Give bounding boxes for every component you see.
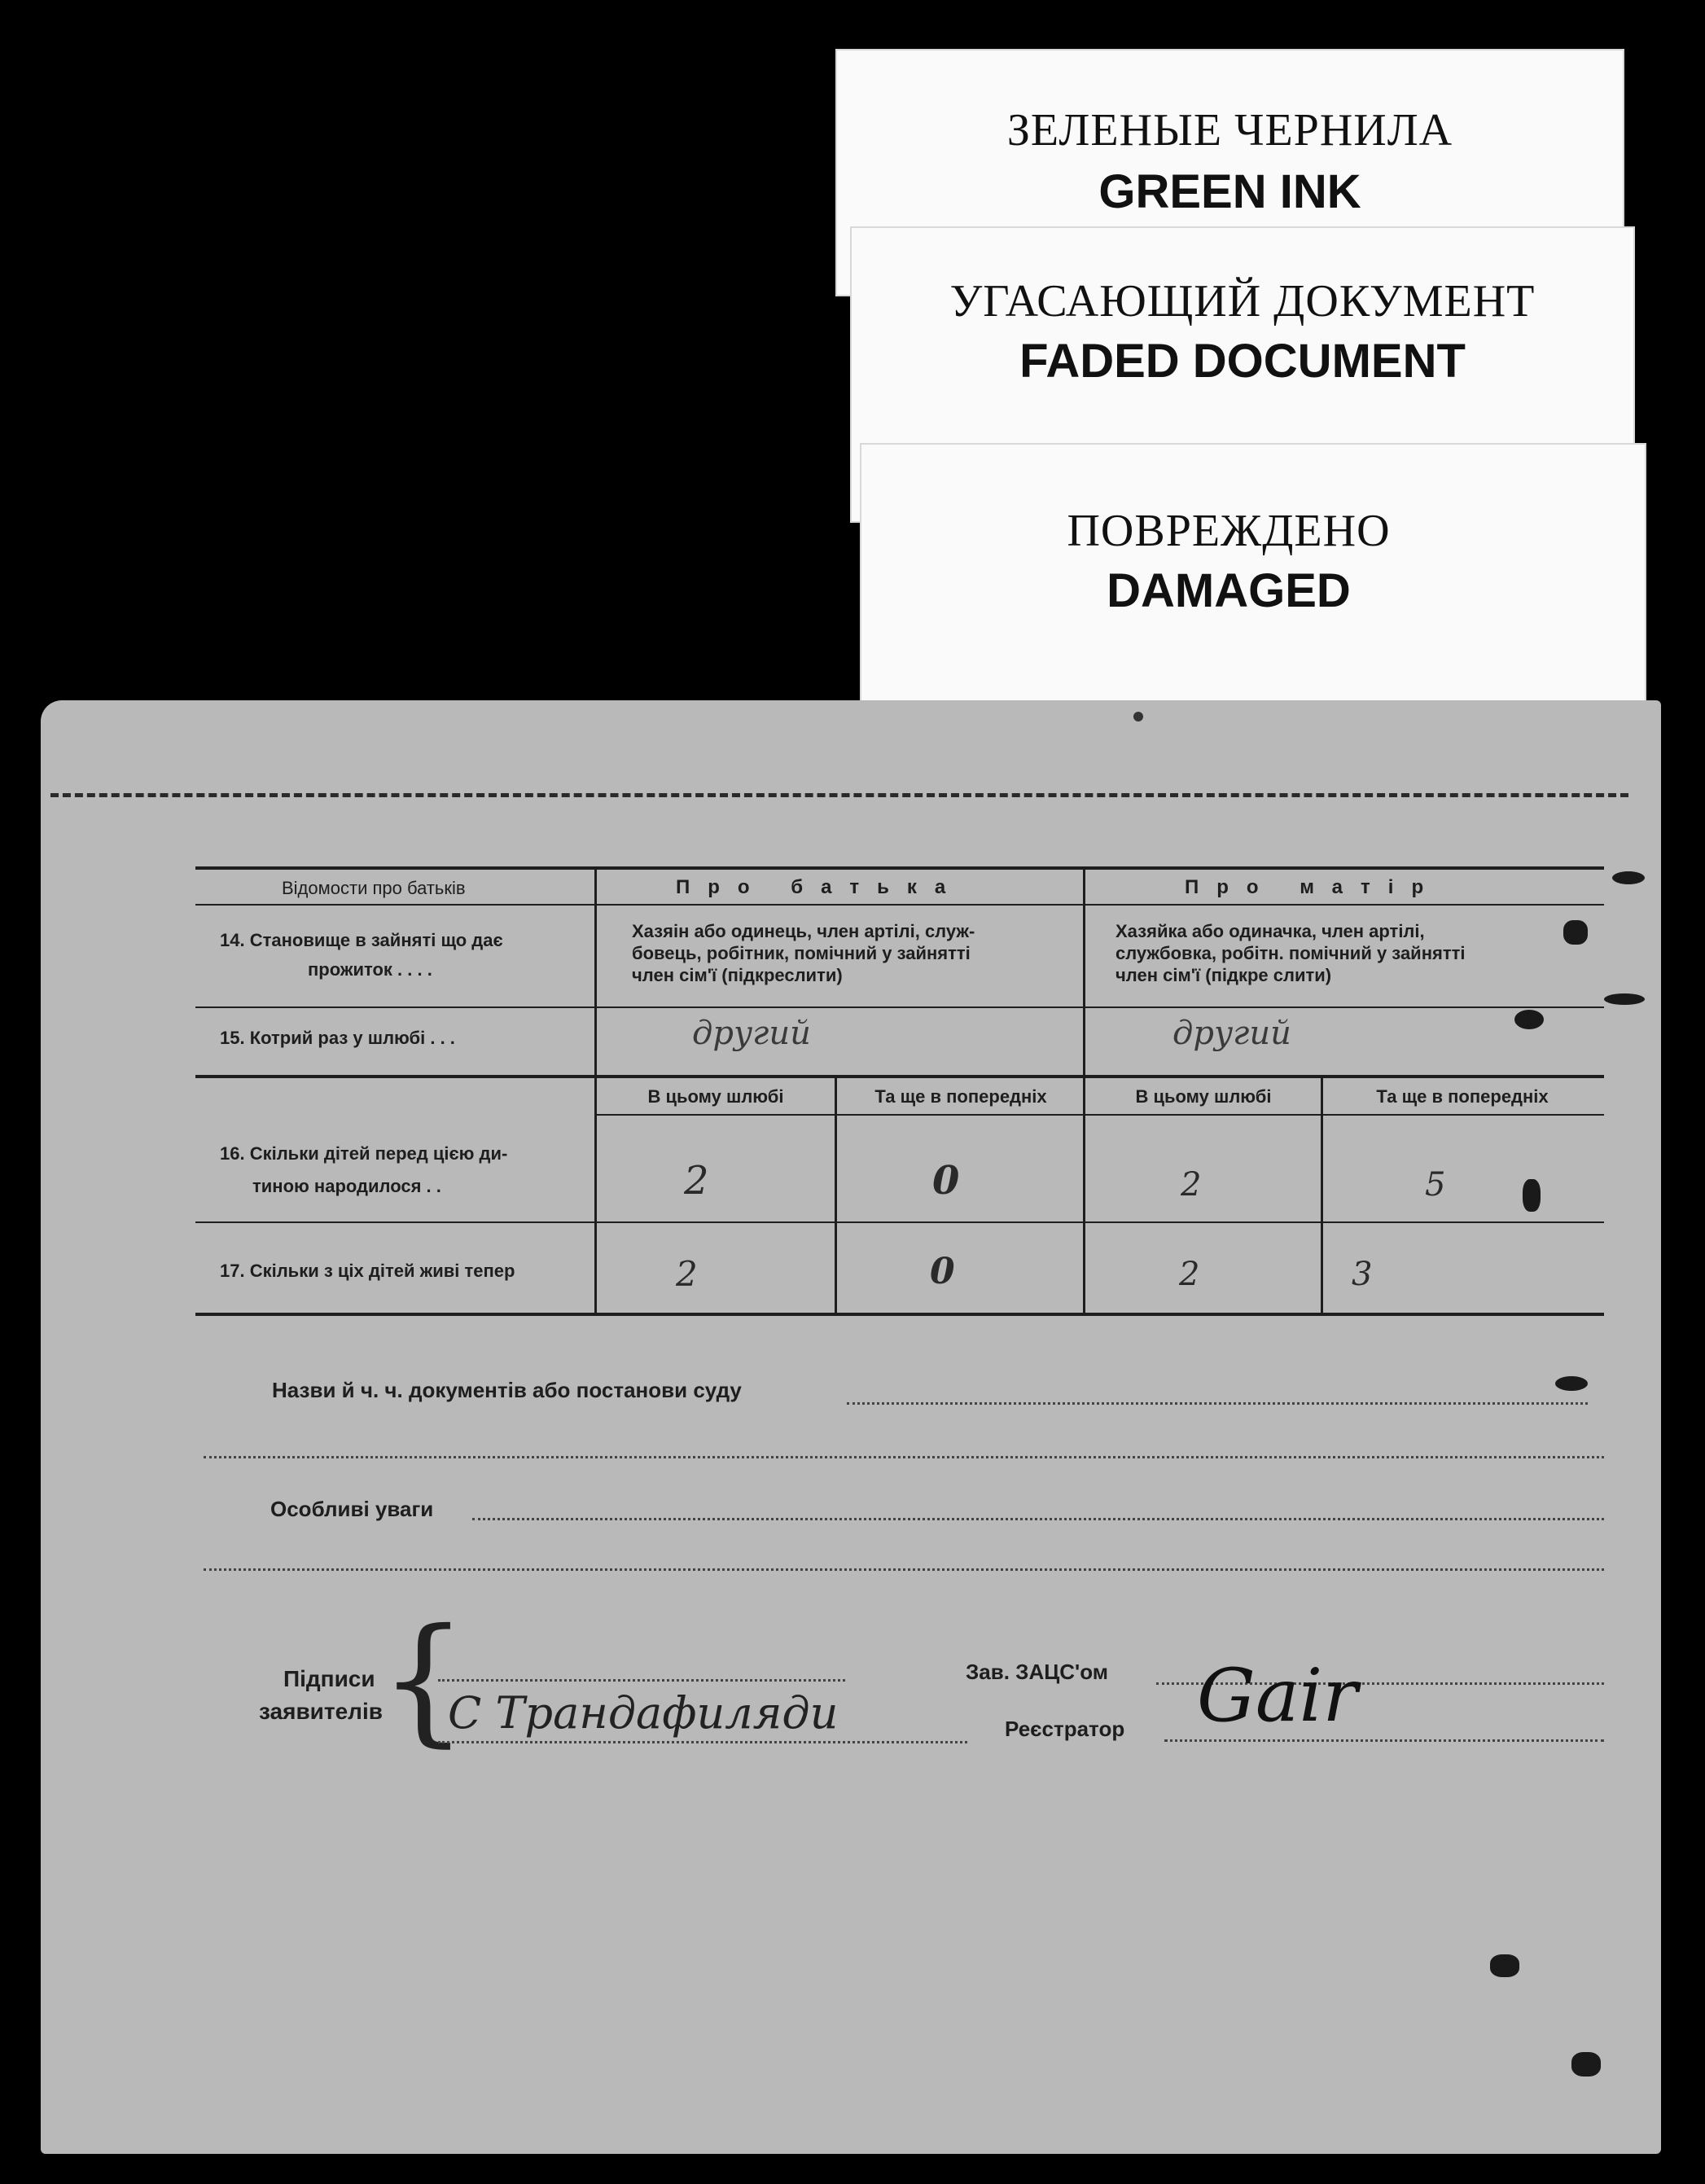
row17-father-previous: 0 xyxy=(930,1251,955,1292)
label-damaged-ru: ПОВРЕЖДЕНО xyxy=(1067,506,1391,556)
damage-mark xyxy=(1523,1179,1541,1212)
row16-father-this-marriage: 2 xyxy=(684,1158,709,1204)
row17-mother-this-marriage: 2 xyxy=(1179,1256,1200,1293)
label-faded-en: FADED DOCUMENT xyxy=(1019,335,1466,388)
label-damaged-en: DAMAGED xyxy=(1107,564,1351,617)
row16-label-a: 16. Скільки дітей перед цією ди- xyxy=(220,1143,508,1164)
damage-mark xyxy=(1555,1376,1588,1391)
notes-line-2 xyxy=(204,1568,1604,1571)
row17-father-this-marriage: 2 xyxy=(676,1254,698,1294)
signatures-label-a: Підписи xyxy=(283,1666,375,1691)
table-header-rule xyxy=(195,904,1604,906)
documents-label: Назви й ч. ч. документів або постанови суду xyxy=(272,1378,742,1402)
subheader-mother-this-marriage: В цьому шлюбі xyxy=(1135,1086,1272,1107)
row15-label: 15. Котрий раз у шлюбі . . . xyxy=(220,1028,455,1048)
damage-mark xyxy=(1604,993,1645,1005)
rivet-hole xyxy=(1133,712,1143,721)
documents-line-1 xyxy=(847,1402,1588,1405)
header-mother: Про матір xyxy=(1185,876,1442,898)
table-row15-rule xyxy=(195,1075,1604,1078)
label-faded-ru: УГАСАЮЩИЙ ДОКУМЕНТ xyxy=(949,276,1536,327)
row15-father-value: другий xyxy=(692,1015,811,1052)
form-sheet xyxy=(41,700,1661,2154)
row14-mother-options: Хазяйка або одиначка, член артілі, службовка, робітн. помічний у зайнятті член сім'ї (підкре слити) xyxy=(1115,921,1466,985)
row14-label-b: прожиток . . . . xyxy=(308,959,432,980)
registrar-label: Реєстратор xyxy=(1005,1717,1125,1741)
row17-label: 17. Скільки з ціх дітей живі тепер xyxy=(220,1261,515,1281)
head-zags-label: Зав. ЗАЦС'ом xyxy=(966,1660,1108,1684)
damage-mark xyxy=(1571,2052,1601,2077)
table-col-divider-mother xyxy=(1321,1078,1323,1314)
documents-line-2 xyxy=(204,1456,1604,1458)
damage-mark xyxy=(1563,920,1588,945)
applicant-signature-line-1 xyxy=(438,1679,845,1682)
row14-father-options: Хазяін або одинець, член артілі, служ- бовець, робітник, помічний у зайнятті член сім'ї (підкреслити) xyxy=(632,921,975,985)
perforation-line xyxy=(50,793,1628,797)
header-parents-info: Відомости про батьків xyxy=(282,878,466,898)
table-col-divider-father xyxy=(835,1078,837,1314)
applicant-signature-line-2 xyxy=(438,1741,967,1743)
table-col-divider-1 xyxy=(594,866,597,1314)
table-bottom-rule xyxy=(195,1313,1604,1316)
subheader-father-previous: Та ще в попередніх xyxy=(874,1086,1047,1107)
row16-mother-previous: 5 xyxy=(1425,1166,1446,1204)
notes-line-1 xyxy=(472,1518,1604,1520)
subheader-father-this-marriage: В цьому шлюбі xyxy=(647,1086,784,1107)
notes-label: Особливі уваги xyxy=(270,1497,434,1521)
row16-father-previous: 0 xyxy=(932,1158,960,1204)
header-father: Про батька xyxy=(676,876,964,898)
table-top-rule xyxy=(195,866,1604,870)
damage-mark xyxy=(1514,1010,1544,1029)
row16-mother-this-marriage: 2 xyxy=(1181,1166,1202,1204)
applicant-signature: С Трандафиляди xyxy=(448,1687,839,1739)
row17-mother-previous: 3 xyxy=(1352,1256,1373,1293)
subheader-mother-previous: Та ще в попередніх xyxy=(1376,1086,1549,1107)
signatures-brace: { xyxy=(379,1599,468,1761)
label-green-ink-ru: ЗЕЛЕНЫЕ ЧЕРНИЛА xyxy=(1006,105,1453,156)
table-subheader-rule xyxy=(594,1114,1604,1116)
damage-mark xyxy=(1490,1954,1519,1977)
registrar-signature: Gair xyxy=(1197,1653,1358,1739)
registrar-line xyxy=(1164,1739,1604,1742)
damage-mark xyxy=(1612,871,1645,884)
table-row16-rule xyxy=(195,1221,1604,1223)
label-card-damaged xyxy=(860,443,1646,739)
row15-mother-value: другий xyxy=(1172,1015,1291,1052)
label-green-ink-en: GREEN INK xyxy=(1098,165,1361,218)
row14-label-a: 14. Становище в зайняті що дає xyxy=(220,930,503,950)
table-row14-rule xyxy=(195,1006,1604,1008)
row16-label-b: тиною народилося . . xyxy=(252,1176,441,1196)
signatures-label-b: заявителів xyxy=(259,1699,383,1724)
